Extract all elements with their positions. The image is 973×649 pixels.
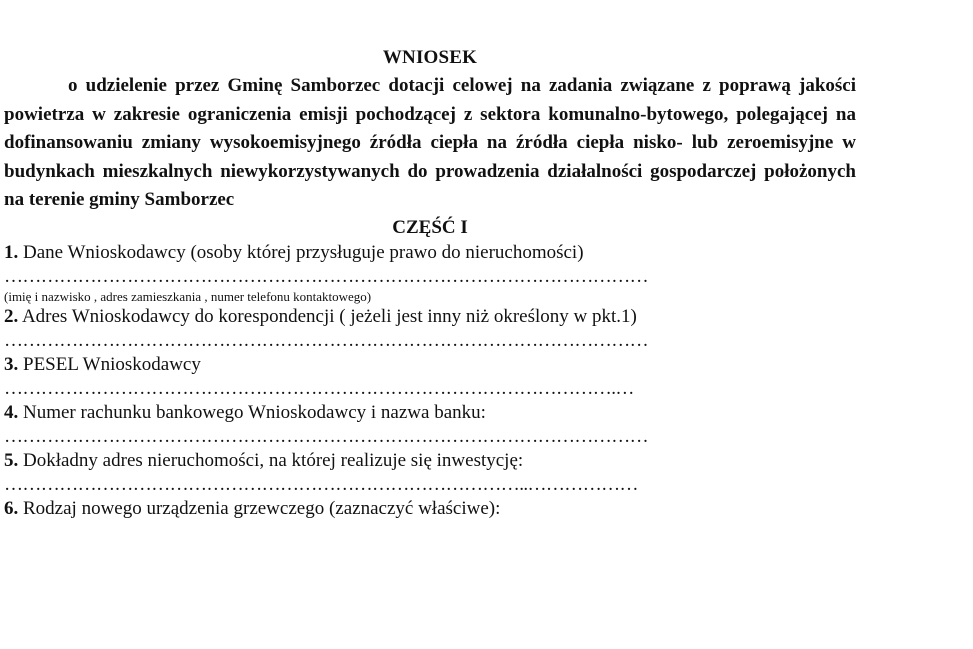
field-hint: (imię i nazwisko , adres zamieszkania , numer telefonu kontaktowego) xyxy=(4,288,372,304)
item-number: 6. xyxy=(4,497,19,519)
fill-in-line[interactable]: …………………………………………………………………………………………… xyxy=(4,265,649,287)
fill-in-line[interactable]: …………………………………………………………………………………………… xyxy=(4,329,649,351)
item-text: PESEL Wnioskodawcy xyxy=(18,353,201,375)
fill-in-line[interactable]: …………………………………………………………………………..……………… xyxy=(4,473,638,495)
item-number: 4. xyxy=(4,401,19,423)
item-number: 3. xyxy=(4,353,19,375)
item-number: 1. xyxy=(4,241,19,263)
form-item-1 xyxy=(4,241,856,305)
item-label xyxy=(4,449,856,473)
item-label xyxy=(4,305,856,329)
item-text: Rodzaj nowego urządzenia grzewczego (zaznaczyć właściwe): xyxy=(18,497,501,519)
document-title: WNIOSEK xyxy=(382,47,478,68)
form-item-2 xyxy=(4,305,856,353)
item-label xyxy=(4,353,856,377)
item-label xyxy=(4,241,856,265)
item-text: Adres Wnioskodawcy do korespondencji ( jeżeli jest inny niż określony w pkt.1) xyxy=(18,305,637,327)
fill-in-line[interactable]: …………………………………………………………………………………………… xyxy=(4,425,649,447)
document-page xyxy=(4,44,856,521)
item-number: 5. xyxy=(4,449,19,471)
document-subject: o udzielenie przez Gminę Samborzec dotacji celowej na zadania związane z poprawą jakości powietrza w zakresie ograniczenia emisji pochodzącej z sektora komunalno-bytowego, polegającej na dofinansowaniu zmiany wysokoemisyjnego źródła ciepła na źródła ciepła nisko- lub zeroemisyjne w budynkach mieszkalnych niewykorzystywanych do prowadzenia działalności gospodarczej położonych na terenie gminy Samborzec xyxy=(4,75,856,210)
item-text: Dane Wnioskodawcy (osoby której przysługuje prawo do nieruchomości) xyxy=(18,241,584,263)
form-item-6 xyxy=(4,497,856,521)
form-item-3 xyxy=(4,353,856,401)
item-label xyxy=(4,497,856,521)
form-item-4 xyxy=(4,401,856,449)
item-text: Numer rachunku bankowego Wnioskodawcy i nazwa banku: xyxy=(18,401,486,423)
section-title: CZĘŚĆ I xyxy=(392,216,468,238)
item-number: 2. xyxy=(4,305,19,327)
item-text: Dokładny adres nieruchomości, na której realizuje się inwestycję: xyxy=(18,449,524,471)
fill-in-line[interactable]: ……………………………………………………………………………………….… xyxy=(4,377,634,399)
item-label xyxy=(4,401,856,425)
form-item-5 xyxy=(4,449,856,497)
